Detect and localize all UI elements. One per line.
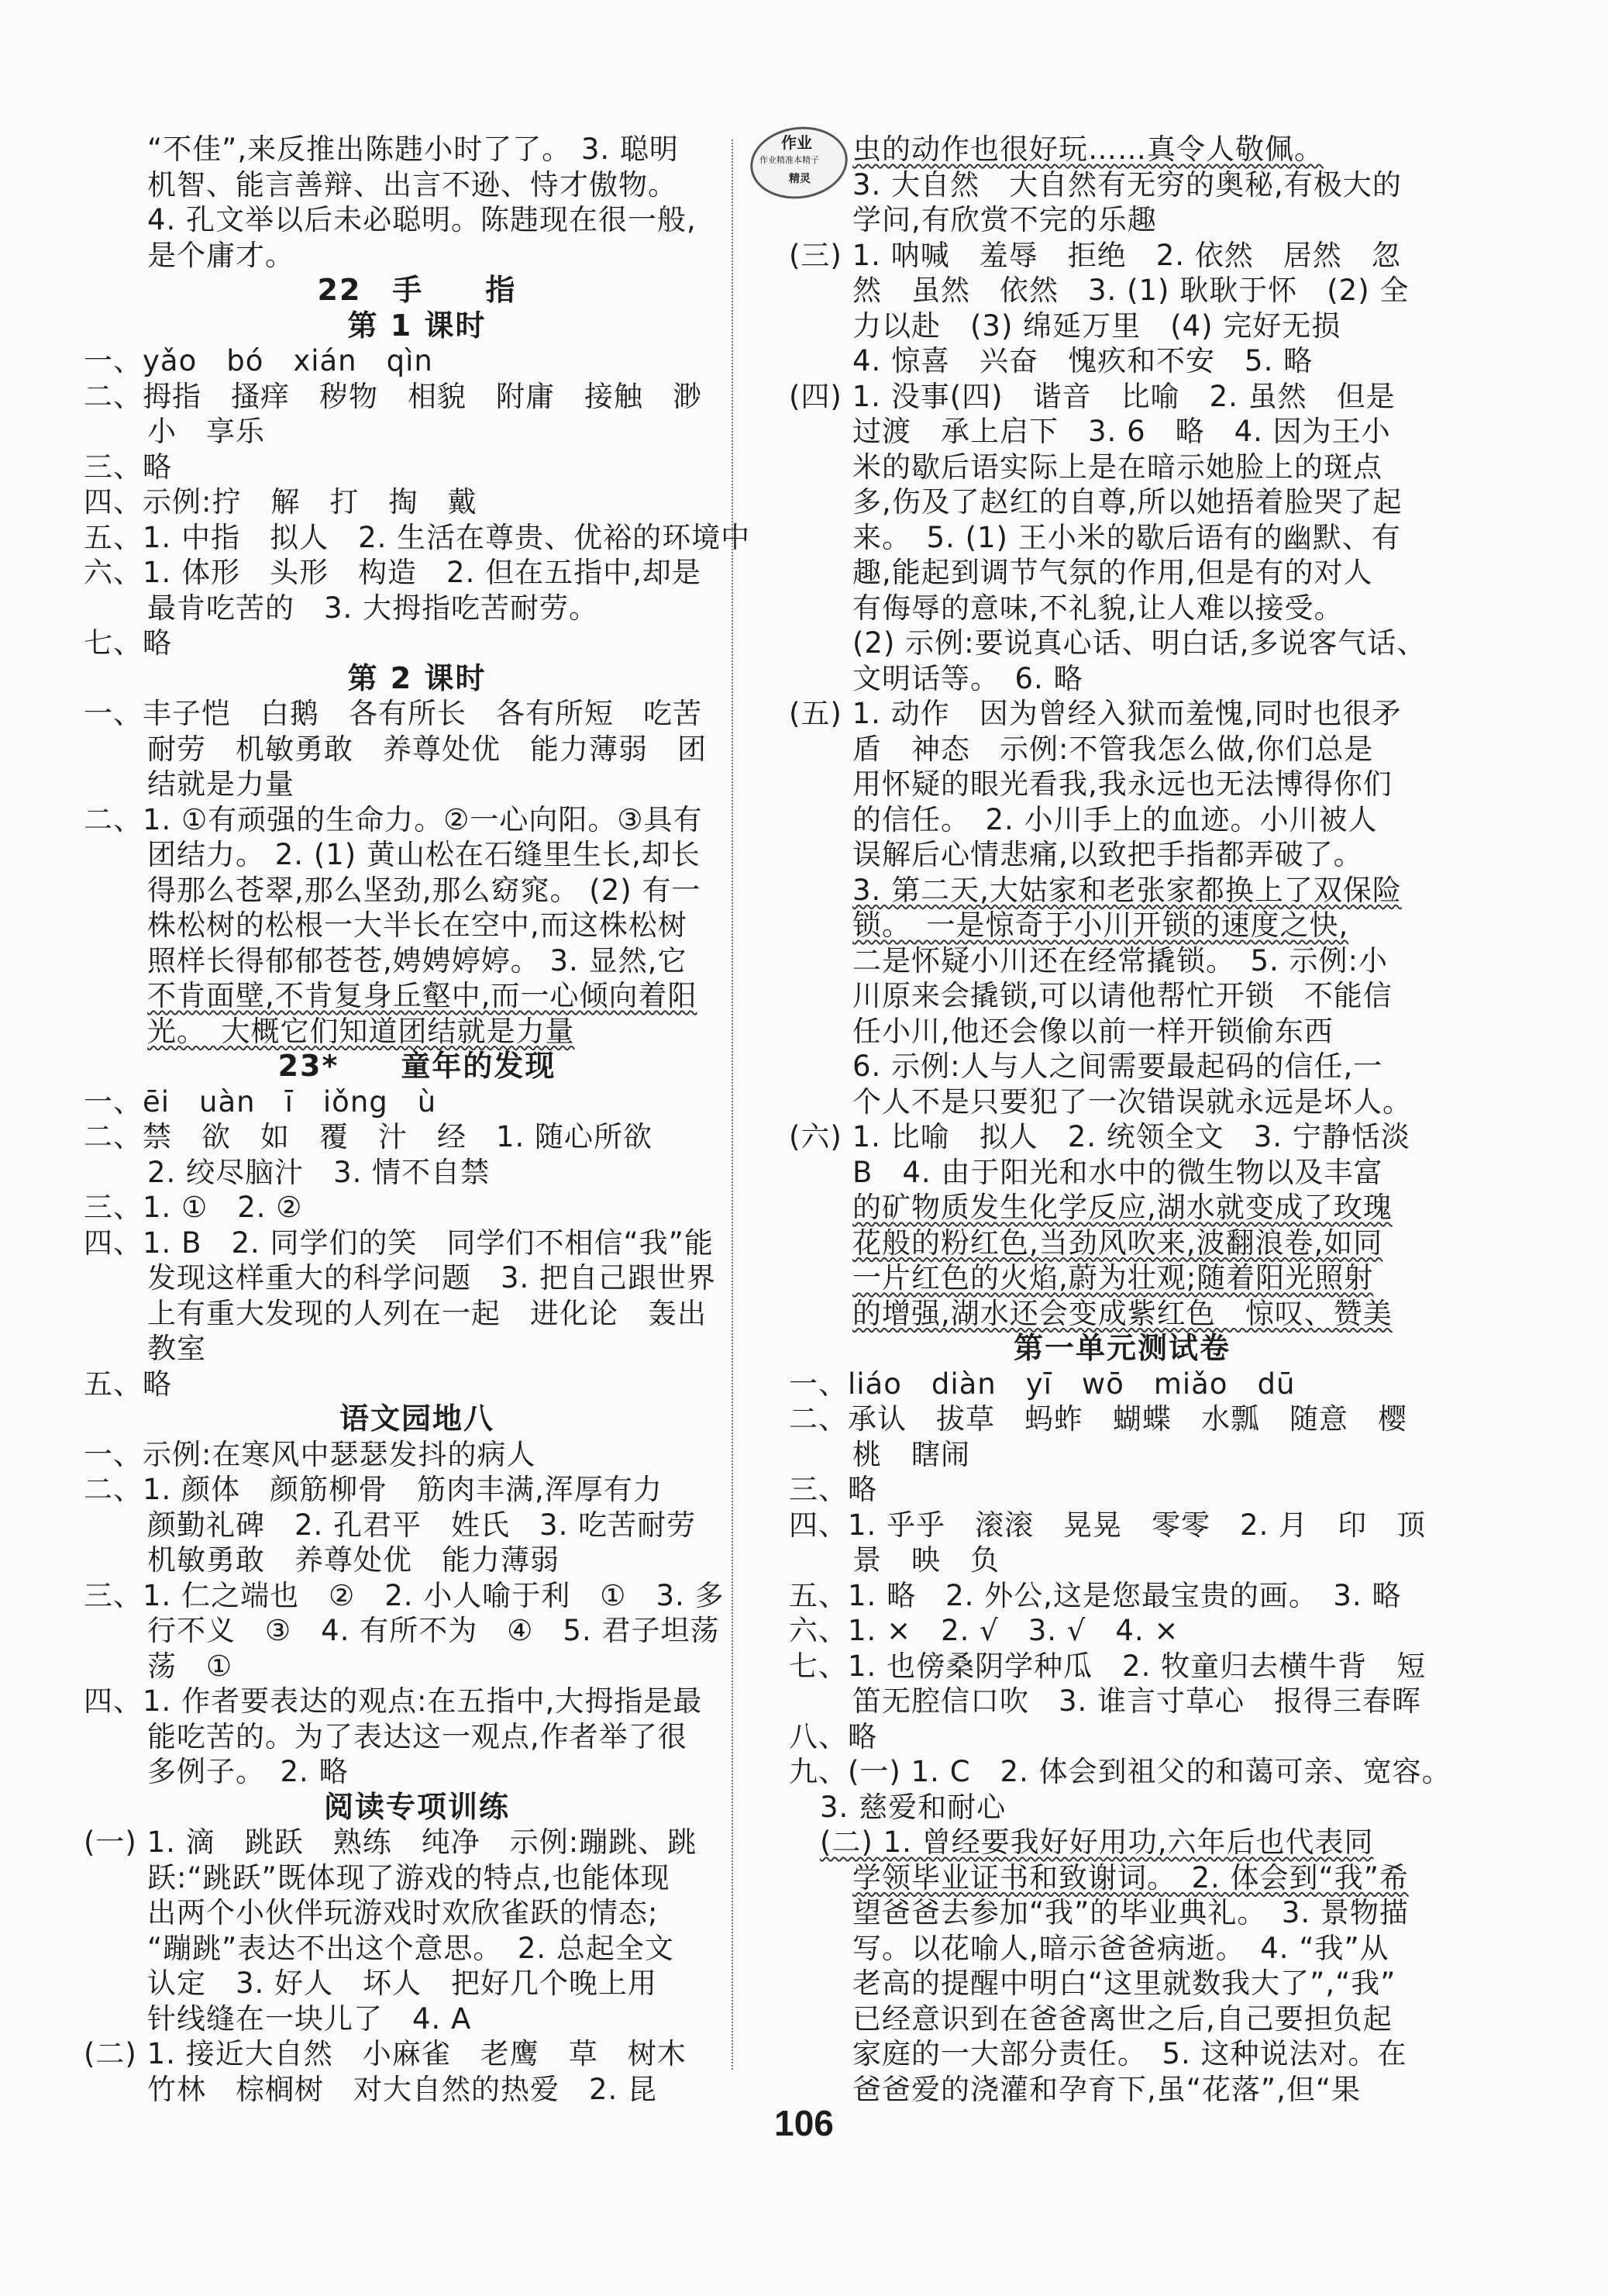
answer-text: (五) 1. 动作 因为曾经入狱而羞愧,同时也很矛 (789, 697, 1402, 730)
section-heading (84, 273, 750, 309)
answer-text: 多例子。 2. 略 (147, 1755, 349, 1788)
answer-line (84, 591, 750, 626)
answer-text: 光。 大概它们知道团结就是力量 (147, 1014, 575, 1048)
answer-line (84, 1825, 750, 1860)
answer-text: 6. 示例:人与人之间需要最起码的信任,一 (852, 1050, 1383, 1083)
answer-text: 23* 童年的发现 (277, 1049, 556, 1083)
answer-text: 七、略 (84, 626, 172, 660)
answer-line (84, 343, 750, 379)
answer-text: 已经意识到在爸爸离世之后,自己要担负起 (852, 2001, 1393, 2036)
answer-text: (2) 示例:要说真心话、明白话,多说客气话、 (852, 626, 1427, 660)
answer-line (789, 873, 1455, 908)
answer-text: 九、(一) 1. C 2. 体会到祖父的和蔼可亲、宽容。 (789, 1755, 1451, 1788)
answer-text: 趣,能起到调节气氛的作用,但是有的对人 (852, 556, 1373, 589)
answer-line (789, 1966, 1455, 2001)
stamp-top-text: 作业 (781, 133, 812, 152)
answer-text: 二、1. ①有顽强的生命力。②一心向阳。③具有 (84, 802, 703, 836)
answer-line (84, 837, 750, 873)
answer-text: 爸爸爱的浇灌和孕育下,虽“花落”,但“果 (852, 2072, 1362, 2106)
answer-text: 一、yǎo bó xián qìn (84, 344, 433, 377)
answer-text: 文明话等。 6. 略 (852, 661, 1083, 695)
answer-line (789, 1049, 1455, 1084)
answer-text: 3. 第二天,大姑家和老张家都换上了双保险 (852, 873, 1402, 907)
answer-line (789, 1119, 1455, 1155)
answer-text: 荡 ① (147, 1649, 233, 1683)
answer-line (789, 202, 1455, 238)
answer-line (789, 591, 1455, 626)
answer-line (789, 1296, 1455, 1332)
answer-text: 八、略 (789, 1719, 877, 1753)
answer-text: 盾 神态 示例:不管我怎么做,你们总是 (852, 732, 1374, 766)
answer-text: 语文园地八 (339, 1401, 494, 1436)
answer-text: 用怀疑的眼光看我,我永远也无法博得你们 (852, 767, 1393, 801)
answer-text: 的矿物质发生化学反应,湖水就变成了玫瑰 (852, 1191, 1393, 1224)
answer-line (84, 908, 750, 943)
answer-line (84, 1508, 750, 1543)
answer-line (789, 1684, 1455, 1719)
right-column (789, 132, 1455, 2107)
answer-line (84, 167, 750, 203)
answer-text: 认定 3. 好人 坏人 把好几个晚上用 (147, 1967, 658, 2000)
answer-line (789, 908, 1455, 943)
answer-text: 六、1. × 2. √ 3. √ 4. × (789, 1614, 1179, 1647)
answer-line (789, 767, 1455, 802)
answer-line (789, 1401, 1455, 1437)
answer-text: 不肯面壁,不肯复身丘壑中,而一心倾向着阳 (147, 979, 697, 1012)
answer-line (84, 1966, 750, 2001)
answer-text: 写。以花喻人,暗示爸爸病逝。 4. “我”从 (852, 1931, 1389, 1965)
stamp-mid-text: 作业精准本精子 (759, 155, 819, 165)
answer-line (789, 732, 1455, 767)
answer-text: 四、示例:拧 解 打 掏 戴 (84, 485, 477, 519)
answer-text: 第一单元测试卷 (1013, 1331, 1231, 1365)
answer-line (789, 167, 1455, 203)
answer-line (84, 414, 750, 450)
answer-text: 四、1. 作者要表达的观点:在五指中,大拇指是最 (84, 1684, 703, 1718)
answer-text: 二、承认 拔草 蚂蚱 蝴蝶 水瓢 随意 樱 (789, 1402, 1407, 1436)
answer-text: 出两个小伙伴玩游戏时欢欣雀跃的情态; (147, 1896, 659, 1929)
answer-text: 的信任。 2. 小川手上的血迹。小川被人 (852, 802, 1378, 836)
answer-line (84, 1754, 750, 1790)
answer-line (789, 132, 1455, 167)
answer-text: 行不义 ③ 4. 有所不为 ④ 5. 君子坦荡 (147, 1614, 720, 1647)
answer-line (789, 1472, 1455, 1508)
section-heading (84, 1401, 750, 1437)
answer-text: 机敏勇敢 养尊处优 能力薄弱 (147, 1543, 560, 1577)
answer-text: 米的歇后语实际上是在暗示她脸上的斑点 (852, 450, 1382, 484)
answer-line (789, 943, 1455, 979)
answer-line (84, 2001, 750, 2037)
answer-text: (六) 1. 比喻 拟人 2. 统领全文 3. 宁静恬淡 (789, 1120, 1410, 1153)
answer-line (789, 1931, 1455, 1967)
answer-text: 第 1 课时 (347, 308, 487, 343)
answer-line (84, 520, 750, 556)
answer-text: 学问,有欣赏不完的乐趣 (852, 203, 1157, 236)
answer-text: 针线缝在一块儿了 4. A (147, 2001, 472, 2036)
section-heading (84, 1049, 750, 1084)
answer-line (789, 2001, 1455, 2037)
column-divider (732, 140, 733, 2070)
answer-line (789, 484, 1455, 520)
answer-text: 川原来会撬锁,可以请他帮忙开锁 不能信 (852, 979, 1393, 1012)
answer-line (84, 202, 750, 238)
answer-text: 一、ēi uàn ī iǒng ù (84, 1084, 437, 1119)
answer-text: 二、禁 欲 如 覆 汁 经 1. 随心所欲 (84, 1120, 653, 1153)
answer-text: 个人不是只要犯了一次错误就永远是坏人。 (852, 1084, 1412, 1119)
answer-line (789, 343, 1455, 379)
answer-line (789, 309, 1455, 344)
answer-text: 三、1. 仁之端也 ② 2. 小人喻于利 ① 3. 多 (84, 1578, 725, 1612)
answer-line (84, 1367, 750, 1402)
answer-line (84, 1860, 750, 1896)
answer-line (84, 238, 750, 274)
answer-text: 虫的动作也很好玩……真令人敬佩。 (852, 133, 1324, 166)
answer-text: (三) 1. 呐喊 羞辱 拒绝 2. 依然 居然 忽 (789, 238, 1401, 272)
answer-line (84, 802, 750, 838)
answer-text: 得那么苍翠,那么坚劲,那么窈窕。 (2) 有一 (147, 873, 701, 907)
answer-text: “不佳”,来反推出陈韪小时了了。 3. 聪明 (147, 133, 679, 166)
answer-text: 最肯吃苦的 3. 大拇指吃苦耐劳。 (147, 591, 599, 625)
answer-line (84, 379, 750, 415)
answer-line (789, 273, 1455, 309)
answer-text: 第 2 课时 (347, 660, 487, 695)
answer-line (84, 873, 750, 908)
answer-line (789, 1860, 1455, 1896)
answer-text: (二) 1. 接近大自然 小麻雀 老鹰 草 树木 (84, 2037, 687, 2070)
answer-line (789, 555, 1455, 591)
answer-text: 株松树的松根一大半长在空中,而这株松树 (147, 908, 687, 942)
answer-line (84, 1613, 750, 1649)
answer-line (84, 1543, 750, 1578)
answer-line (84, 1119, 750, 1155)
answer-line (789, 1790, 1455, 1825)
answer-text: 有侮辱的意味,不礼貌,让人难以接受。 (852, 591, 1344, 625)
answer-line (84, 1931, 750, 1967)
answer-text: 3. 大自然 大自然有无穷的奥秘,有极大的 (852, 167, 1402, 202)
answer-text: 一、示例:在寒风中瑟瑟发抖的病人 (84, 1437, 536, 1471)
section-heading (84, 309, 750, 344)
answer-text: 四、1. B 2. 同学们的笑 同学们不相信“我”能 (84, 1226, 714, 1260)
answer-text: 老高的提醒中明白“这里就数我大了”,“我” (852, 1967, 1396, 2000)
answer-text: 照样长得郁郁苍苍,娉娉婷婷。 3. 显然,它 (147, 943, 687, 977)
answer-text: 五、1. 中指 拟人 2. 生活在尊贵、优裕的环境中 (84, 520, 751, 554)
answer-line (84, 943, 750, 979)
answer-text: 望爸爸去参加“我”的毕业典礼。 3. 景物描 (852, 1896, 1409, 1929)
answer-line (789, 1014, 1455, 1050)
answer-text: 景 映 负 (852, 1543, 1000, 1577)
answer-text: 团结力。 2. (1) 黄山松在石缝里生长,却长 (147, 838, 701, 871)
answer-text: 4. 孔文举以后未必聪明。陈韪现在很一般, (147, 203, 697, 236)
answer-line (789, 626, 1455, 661)
answer-line (84, 1472, 750, 1508)
answer-line (84, 1895, 750, 1931)
answer-text: 三、1. ① 2. ② (84, 1191, 303, 1224)
answer-text: 三、略 (84, 450, 172, 484)
answer-text: 3. 慈爱和耐心 (820, 1790, 1007, 1824)
answer-line (84, 732, 750, 767)
answer-line (84, 484, 750, 520)
answer-text: 颜勤礼碑 2. 孔君平 姓氏 3. 吃苦耐劳 (147, 1508, 697, 1542)
answer-text: 教室 (147, 1332, 206, 1365)
answer-line (789, 1543, 1455, 1578)
answer-text: 七、1. 也傍桑阴学种瓜 2. 牧童归去横牛背 短 (789, 1649, 1427, 1683)
answer-line (789, 1895, 1455, 1931)
answer-line (84, 132, 750, 167)
answer-text: 力以赴 (3) 绵延万里 (4) 完好无损 (852, 309, 1341, 343)
answer-line (789, 1437, 1455, 1473)
answer-text: B 4. 由于阳光和水中的微生物以及丰富 (852, 1155, 1383, 1189)
answer-line (84, 1578, 750, 1614)
answer-text: 结就是力量 (147, 767, 294, 801)
answer-text: 一、丰子恺 白鹅 各有所长 各有所短 吃苦 (84, 697, 702, 730)
answer-line (789, 238, 1455, 274)
answer-text: 22 手 指 (317, 273, 517, 307)
section-heading (789, 1331, 1455, 1367)
answer-line (789, 1825, 1455, 1860)
answer-text: “蹦跳”表达不出这个意思。 2. 总起全文 (147, 1931, 674, 1965)
left-column (84, 132, 750, 2107)
answer-text: 一、liáo diàn yī wō miǎo dū (789, 1367, 1296, 1401)
answer-line (84, 767, 750, 802)
answer-line (789, 978, 1455, 1014)
answer-line (789, 1719, 1455, 1755)
answer-line (789, 450, 1455, 485)
answer-line (789, 414, 1455, 450)
answer-line (789, 1260, 1455, 1296)
answer-line (84, 978, 750, 1014)
answer-line (789, 1578, 1455, 1614)
answer-line (84, 1260, 750, 1296)
answer-line (789, 2036, 1455, 2072)
answer-line (84, 1331, 750, 1367)
answer-line (84, 1014, 750, 1050)
answer-text: 二是怀疑小川还在经常撬锁。 5. 示例:小 (852, 943, 1389, 977)
answer-line (84, 1155, 750, 1191)
answer-line (84, 2036, 750, 2072)
answer-text: 六、1. 体形 头形 构造 2. 但在五指中,却是 (84, 556, 701, 589)
answer-text: (二) 1. 曾经要我好好用功,六年后也代表同 (820, 1825, 1374, 1859)
answer-text: 学领毕业证书和致谢词。 2. 体会到“我”希 (852, 1860, 1409, 1894)
answer-text: 四、1. 乎乎 滚滚 晃晃 零零 2. 月 印 顶 (789, 1508, 1427, 1542)
answer-text: 能吃苦的。为了表达这一观点,作者举了很 (147, 1719, 687, 1753)
answer-line (789, 696, 1455, 732)
answer-line (789, 1613, 1455, 1649)
section-heading (84, 661, 750, 697)
answer-line (789, 1754, 1455, 1790)
answer-text: 小 享乐 (147, 415, 265, 448)
answer-text: 阅读专项训练 (323, 1789, 510, 1824)
answer-text: 上有重大发现的人列在一起 进化论 轰出 (147, 1296, 707, 1330)
answer-text: 五、略 (84, 1367, 172, 1401)
answer-text: 过渡 承上启下 3. 6 略 4. 因为王小 (852, 415, 1391, 448)
answer-text: 任小川,他还会像以前一样开锁偷东西 (852, 1014, 1334, 1048)
answer-line (789, 1649, 1455, 1684)
answer-line (84, 1684, 750, 1719)
answer-text: 是个庸才。 (147, 238, 294, 272)
answer-text: 误解后心情悲痛,以致把手指都弄破了。 (852, 838, 1363, 871)
answer-text: 一片红色的火焰,蔚为壮观;随着阳光照射 (852, 1261, 1374, 1295)
answer-line (789, 520, 1455, 556)
answer-line (84, 1084, 750, 1120)
answer-line (84, 626, 750, 661)
answer-line (789, 1190, 1455, 1226)
answer-text: 然 虽然 依然 3. (1) 耿耿于怀 (2) 全 (852, 274, 1410, 307)
answer-line (789, 837, 1455, 873)
answer-text: 三、略 (789, 1473, 877, 1506)
answer-text: 花般的粉红色,当劲风吹来,波翻浪卷,如同 (852, 1226, 1383, 1260)
answer-line (84, 696, 750, 732)
answer-text: 2. 绞尽脑汁 3. 情不自禁 (147, 1155, 491, 1189)
answer-text: 发现这样重大的科学问题 3. 把自己跟世界 (147, 1261, 717, 1295)
page-number: 106 (774, 2103, 834, 2143)
answer-line (789, 1508, 1455, 1543)
answer-text: (四) 1. 没事(四) 谐音 比喻 2. 虽然 但是 (789, 379, 1396, 413)
answer-text: 多,伤及了赵红的自尊,所以她捂着脸哭了起 (852, 485, 1403, 519)
answer-text: 二、拇指 搔痒 秽物 相貌 附庸 接触 渺 (84, 379, 702, 413)
answer-line (84, 1190, 750, 1226)
answer-line (789, 1226, 1455, 1261)
answer-line (84, 555, 750, 591)
answer-line (789, 1155, 1455, 1191)
answer-line (789, 1084, 1455, 1120)
answer-text: 4. 惊喜 兴奋 愧疚和不安 5. 略 (852, 344, 1314, 377)
answer-text: 笛无腔信口吹 3. 谁言寸草心 报得三春晖 (852, 1684, 1422, 1718)
answer-line (84, 1226, 750, 1261)
answer-text: (一) 1. 滴 跳跃 熟练 纯净 示例:蹦跳、跳 (84, 1825, 697, 1859)
answer-line (84, 1296, 750, 1332)
answer-text: 竹林 棕榈树 对大自然的热爱 2. 昆 (147, 2072, 658, 2106)
answer-text: 锁。 一是惊奇于小川开锁的速度之快, (852, 908, 1349, 942)
answer-line (789, 661, 1455, 697)
answer-text: 的增强,湖水还会变成紫红色 惊叹、赞美 (852, 1296, 1393, 1330)
answer-line (84, 1719, 750, 1755)
answer-text: 跃:“跳跃”既体现了游戏的特点,也能体现 (147, 1860, 670, 1894)
answer-text: 机智、能言善辩、出言不逊、恃才傲物。 (147, 167, 677, 202)
answer-line (789, 1367, 1455, 1402)
answer-text: 桃 瞎闹 (852, 1437, 970, 1471)
answer-text: 家庭的一大部分责任。 5. 这种说法对。在 (852, 2037, 1407, 2070)
answer-line (84, 1437, 750, 1473)
answer-line (84, 1649, 750, 1684)
answer-text: 耐劳 机敏勇敢 养尊处优 能力薄弱 团 (147, 732, 707, 766)
answer-text: 五、1. 略 2. 外公,这是您最宝贵的画。 3. 略 (789, 1578, 1402, 1612)
answer-text: 二、1. 颜体 颜筋柳骨 筋肉丰满,浑厚有力 (84, 1473, 663, 1506)
answer-line (789, 802, 1455, 838)
answer-line (789, 379, 1455, 415)
answer-line (84, 450, 750, 485)
section-heading (84, 1790, 750, 1825)
stamp-bottom-text: 精灵 (789, 173, 811, 185)
answer-text: 来。 5. (1) 王小米的歇后语有的幽默、有 (852, 520, 1401, 554)
